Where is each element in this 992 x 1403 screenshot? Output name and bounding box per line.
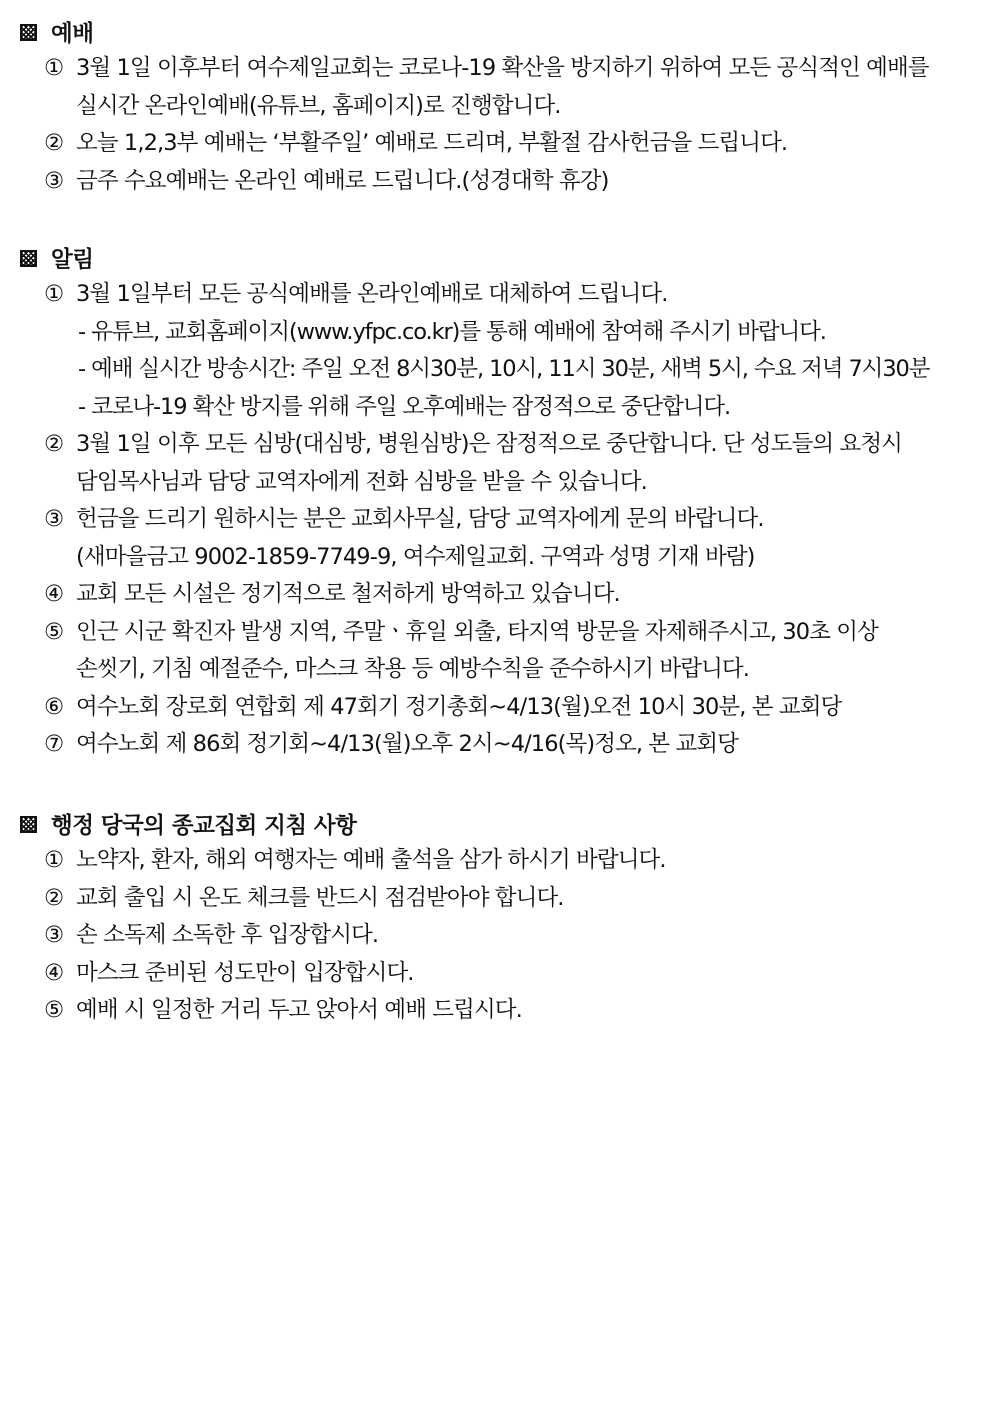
section-heading-text: 행정 당국의 종교집회 지침 사항 (51, 813, 357, 839)
list-item (0, 614, 992, 689)
square-bullet-icon (20, 250, 37, 267)
list-item (0, 917, 992, 955)
item-number: ⑤ (44, 618, 64, 645)
item-number: ① (44, 281, 64, 307)
item-list (0, 276, 992, 764)
item-text: 교회 출입 시 온도 체크를 반드시 점검받아야 합니다. (76, 884, 564, 911)
section-worship (0, 14, 992, 200)
item-number: ② (44, 884, 64, 911)
item-text: 예배 시 일정한 거리 두고 앉아서 예배 드립시다. (76, 997, 522, 1023)
item-text: 인근 시군 확진자 발생 지역, 주말ㆍ휴일 외출, 타지역 방문을 자제해주시고, 30초 이상 (76, 618, 878, 645)
sub-item-text: - 코로나-19 확산 방지를 위해 주일 오후예배는 잠정적으로 중단합니다. (78, 393, 731, 420)
section-heading (20, 14, 992, 50)
list-item (0, 276, 992, 426)
item-number: ③ (44, 922, 64, 948)
sub-item-text: - 예배 실시간 방송시간: 주일 오전 8시30분, 10시, 11시 30분, 새벽 5시, 수요 저녁 7시30분 (78, 356, 930, 382)
item-number: ① (44, 847, 64, 873)
item-text-continued: (새마을금고 9002-1859-7749-9, 여수제일교회. 구역과 성명 기재 바람) (76, 543, 755, 570)
list-item (0, 426, 992, 501)
item-text: 노약자, 환자, 해외 여행자는 예배 출석을 삼가 하시기 바랍니다. (76, 847, 666, 873)
sub-item-text: - 유튜브, 교회홈페이지(www.yfpc.co.kr)를 통해 예배에 참여해 주시기 바랍니다. (78, 318, 826, 345)
item-text: 손 소독제 소독한 후 입장합시다. (76, 922, 379, 948)
item-text: 마스크 준비된 성도만이 입장합시다. (76, 959, 414, 986)
list-item (0, 576, 992, 614)
item-text: 교회 모든 시설은 정기적으로 철저하게 방역하고 있습니다. (76, 581, 620, 607)
list-item (0, 163, 992, 201)
square-bullet-icon (20, 24, 37, 41)
item-list (0, 50, 992, 200)
section-heading (20, 806, 992, 842)
list-item (0, 955, 992, 993)
list-item (0, 992, 992, 1030)
item-text-continued: 손씻기, 기침 예절준수, 마스크 착용 등 예방수칙을 준수하시기 바랍니다. (76, 656, 749, 682)
item-number: ③ (44, 506, 64, 532)
item-number: ② (44, 130, 64, 156)
list-item (0, 689, 992, 727)
section-heading (20, 240, 992, 276)
item-text: 헌금을 드리기 원하시는 분은 교회사무실, 담당 교역자에게 문의 바랍니다. (76, 506, 764, 532)
item-number: ⑥ (44, 693, 64, 720)
item-number: ② (44, 431, 64, 457)
item-list (0, 842, 992, 1030)
item-number: ③ (44, 167, 64, 194)
item-text: 여수노회 장로회 연합회 제 47회기 정기총회~4/13(월)오전 10시 30분, 본 교회당 (76, 693, 842, 720)
item-number: ④ (44, 959, 64, 986)
section-notice (0, 240, 992, 764)
item-text: 오늘 1,2,3부 예배는 ‘부활주일’ 예배로 드리며, 부활절 감사헌금을 드립니다. (76, 130, 788, 156)
section-heading-text: 알림 (51, 247, 94, 273)
section-heading-text: 예배 (51, 21, 94, 47)
item-text-continued: 담임목사님과 담당 교역자에게 전화 심방을 받을 수 있습니다. (76, 468, 647, 495)
section-government-guidelines (0, 806, 992, 1030)
square-bullet-icon (20, 816, 37, 833)
list-item (0, 726, 992, 764)
list-item (0, 842, 992, 880)
list-item (0, 50, 992, 125)
item-text: 3월 1일 이후 모든 심방(대심방, 병원심방)은 잠정적으로 중단합니다. 단 성도들의 요청시 (76, 431, 903, 457)
list-item (0, 125, 992, 163)
item-text: 금주 수요예배는 온라인 예배로 드립니다.(성경대학 휴강) (76, 167, 609, 194)
item-number: ① (44, 55, 64, 81)
item-text: 3월 1일 이후부터 여수제일교회는 코로나-19 확산을 방지하기 위하여 모든 공식적인 예배를 (76, 55, 929, 81)
item-text: 여수노회 제 86회 정기회~4/13(월)오후 2시~4/16(목)정오, 본 교회당 (76, 731, 738, 757)
item-number: ⑤ (44, 997, 64, 1023)
list-item (0, 501, 992, 576)
item-text-continued: 실시간 온라인예배(유튜브, 홈페이지)로 진행합니다. (76, 92, 561, 119)
item-text: 3월 1일부터 모든 공식예배를 온라인예배로 대체하여 드립니다. (76, 281, 668, 307)
item-number: ④ (44, 581, 64, 607)
list-item (0, 880, 992, 918)
item-number: ⑦ (44, 731, 64, 757)
